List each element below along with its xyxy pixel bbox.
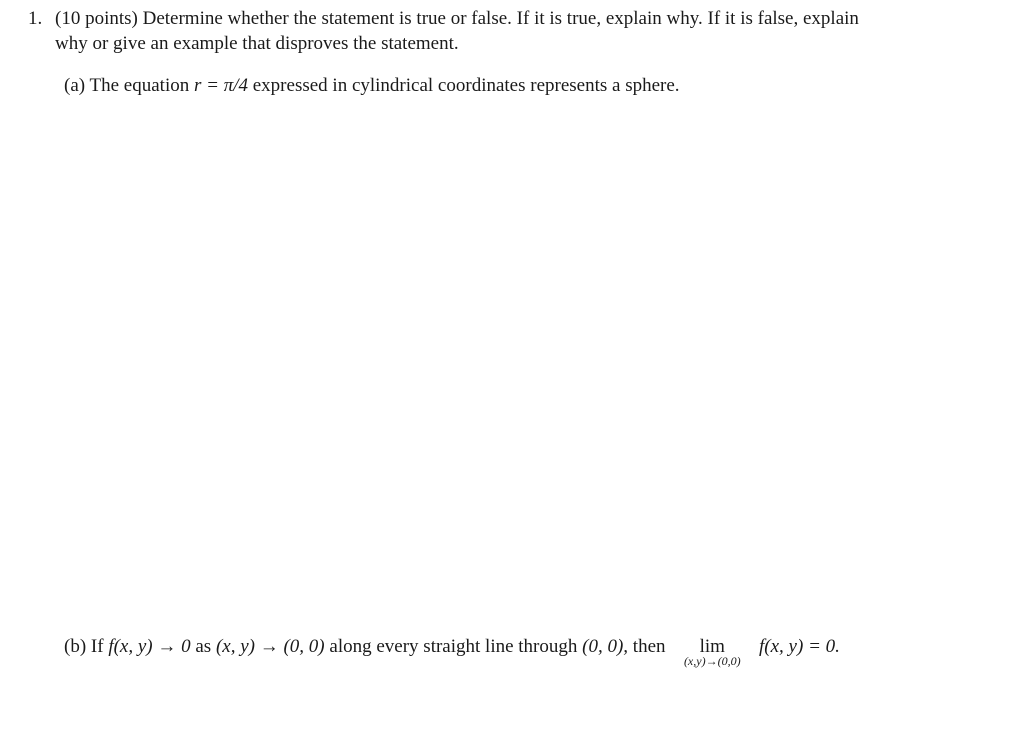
- problem-intro-line2: why or give an example that disproves the statement.: [55, 33, 459, 54]
- part-a-text-after: expressed in cylindrical coordinates represents a sphere.: [252, 75, 680, 96]
- part-b-label: (b): [64, 636, 87, 657]
- part-a: [64, 74, 680, 98]
- problem-intro-line1: (10 points) Determine whether the statement is true or false. If it is true, explain why. If it is false, explain: [55, 8, 859, 29]
- part-b-math-xy-to-origin: (x, y) → (0, 0): [215, 636, 325, 657]
- part-a-equation: r = π/4: [193, 75, 248, 96]
- limit-operator: [670, 635, 754, 668]
- part-b-math-limit-result: f(x, y) = 0.: [759, 636, 840, 657]
- part-b: [64, 635, 840, 668]
- part-a-label: (a): [64, 75, 86, 96]
- part-b-text-as: as: [195, 636, 212, 657]
- part-a-text-before: The equation: [89, 75, 190, 96]
- part-b-math-f-to-zero: f(x, y) → 0: [108, 636, 191, 657]
- part-b-text-then: then: [632, 636, 666, 657]
- limit-word: lim: [699, 636, 725, 657]
- problem-number: 1.: [28, 8, 43, 29]
- limit-subscript: (x,y)→(0,0): [683, 654, 741, 668]
- part-a-answer-space[interactable]: [55, 110, 995, 615]
- part-b-answer-space[interactable]: [55, 675, 995, 730]
- part-b-math-origin: (0, 0),: [582, 636, 629, 657]
- part-b-text-along: along every straight line through: [329, 636, 578, 657]
- part-b-text-if: If: [90, 636, 104, 657]
